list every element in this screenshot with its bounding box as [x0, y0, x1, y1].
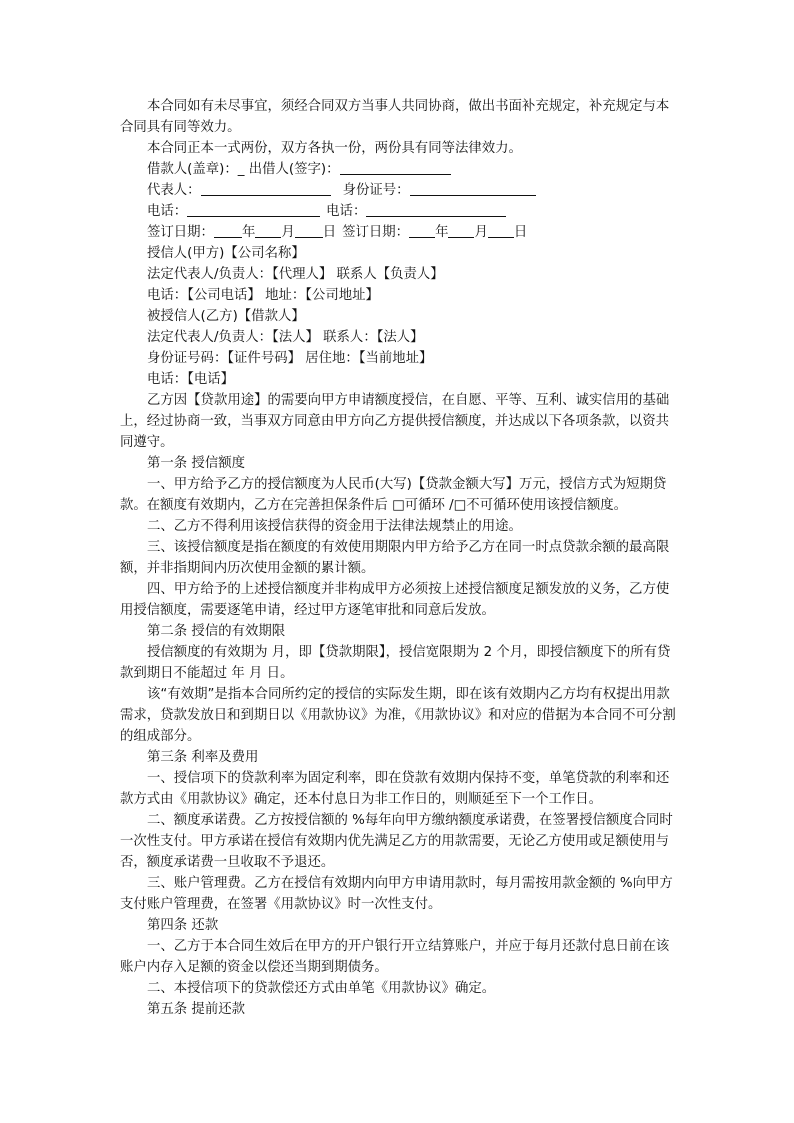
article-1-clause-4: 四、甲方给予的上述授信额度并非构成甲方必须按上述授信额度足额发放的义务，乙方使用授信额度，需要逐笔申请，经过甲方逐笔审批和同意后发放。 [120, 582, 670, 618]
party-a-name: 授信人(甲方)【公司名称】 [147, 246, 305, 261]
party-a-contact: 电话：【公司电话】 地址：【公司地址】 [147, 288, 379, 303]
year-unit: 年 [241, 225, 256, 240]
article-5-title: 第五条 提前还款 [147, 1002, 245, 1017]
day-blank [295, 223, 323, 238]
year-blank [214, 223, 242, 238]
id-number-label: 身份证号： [342, 183, 410, 198]
representative-label: 代表人： [147, 183, 201, 198]
signature-line-borrower [120, 159, 682, 180]
article-4-clause-2: 二、本授信项下的贷款偿还方式由单笔《用款协议》确定。 [147, 981, 496, 996]
party-b-representative: 法定代表人/负责人：【法人】 联系人：【法人】 [147, 330, 424, 345]
month-blank-2 [448, 223, 474, 238]
phone-blank [187, 202, 320, 217]
paragraph-supplement: 本合同如有未尽事宜，须经合同双方当事人共同协商，做出书面补充规定，补充规定与本合同具有同等效力。 [120, 99, 670, 135]
month-unit: 月 [281, 225, 295, 240]
sign-date-label: 签订日期： [147, 225, 214, 240]
party-b-id: 身份证号码：【证件号码】 居住地：【当前地址】 [147, 351, 433, 366]
lender-signature-blank [340, 160, 451, 175]
paragraph-intro: 乙方因【贷款用途】的需要向甲方申请额度授信，在自愿、平等、互利、诚实信用的基础上，经过协商一致，当事双方同意由甲方向乙方提供授信额度，并达成以下各项条款，以资共同遵守。 [120, 393, 670, 450]
article-4-clause-1: 一、乙方于本合同生效后在甲方的开户银行开立结算账户，并应于每月还款付息日前在该账户内存入足额的资金以偿还当期到期债务。 [120, 939, 670, 975]
day-blank-2 [488, 223, 514, 238]
article-3-clause-1: 一、授信项下的贷款利率为固定利率，即在贷款有效期内保持不变，单笔贷款的利率和还款方式由《用款协议》确定，还本付息日为非工作日的，则顺延至下一个工作日。 [120, 771, 670, 807]
article-3-clause-2: 二、额度承诺费。乙方按授信额的 %每年向甲方缴纳额度承诺费，在签署授信额度合同时一次性支付。甲方承诺在授信有效期内优先满足乙方的用款需要，无论乙方使用或足额使用与否，额度承诺费一旦收取不予退还。 [120, 813, 673, 870]
article-2-title: 第二条 授信的有效期限 [147, 624, 286, 639]
signature-line-phone [120, 201, 682, 222]
article-2-clause-2: 该“有效期”是指本合同所约定的授信的实际发生期，即在该有效期内乙方均有权提出用款需求，贷款发放日和到期日以《用款协议》为准，《用款协议》和对应的借据为本合同不可分割的组成部分。 [120, 687, 676, 744]
party-b-phone: 电话：【电话】 [147, 372, 235, 387]
year-blank-2 [409, 223, 435, 238]
year-unit-2: 年 [435, 225, 449, 240]
phone-label-2: 电话： [326, 204, 367, 219]
article-1-title: 第一条 授信额度 [147, 456, 245, 471]
day-unit-2: 日 [513, 225, 528, 240]
phone-label: 电话： [147, 204, 188, 219]
representative-blank [201, 181, 331, 196]
contract-body [120, 96, 682, 1020]
month-blank [255, 223, 281, 238]
article-3-clause-3: 三、账户管理费。乙方在授信有效期内向甲方申请用款时，每月需按用款金额的 %向甲方支付账户管理费，在签署《用款协议》时一次性支付。 [120, 876, 673, 912]
sign-date-label-2: 签订日期： [342, 225, 410, 240]
article-1-clause-2: 二、乙方不得利用该授信获得的资金用于法律法规禁止的用途。 [147, 519, 522, 534]
signature-line-representative [120, 180, 682, 201]
article-2-clause-1: 授信额度的有效期为 月，即【贷款期限】，授信宽限期为 2 个月，即授信额度下的所有贷款到期日不能超过 年 月 日。 [120, 645, 671, 681]
signature-line-date [120, 222, 682, 243]
party-a-representative: 法定代表人/负责人：【代理人】 联系人【负责人】 [147, 267, 444, 282]
day-unit: 日 [322, 225, 337, 240]
article-1-clause-1: 一、甲方给予乙方的授信额度为人民币(大写)【贷款金额大写】万元，授信方式为短期贷款。在额度有效期内，乙方在完善担保条件后 □可循环 /□不可循环使用该授信额度。 [120, 477, 667, 513]
borrower-label: 借款人(盖章)：_ 出借人(签字)： [147, 162, 340, 177]
party-b-name: 被授信人(乙方)【借款人】 [147, 309, 305, 324]
month-unit-2: 月 [474, 225, 488, 240]
paragraph-copies: 本合同正本一式两份，双方各执一份，两份具有同等法律效力。 [147, 141, 522, 156]
phone-blank-2 [366, 202, 506, 217]
article-1-clause-3: 三、该授信额度是指在额度的有效使用期限内甲方给予乙方在同一时点贷款余额的最高限额，并非指期间内历次使用金额的累计额。 [120, 540, 670, 576]
article-4-title: 第四条 还款 [147, 918, 219, 933]
article-3-title: 第三条 利率及费用 [147, 750, 259, 765]
id-number-blank [410, 181, 536, 196]
